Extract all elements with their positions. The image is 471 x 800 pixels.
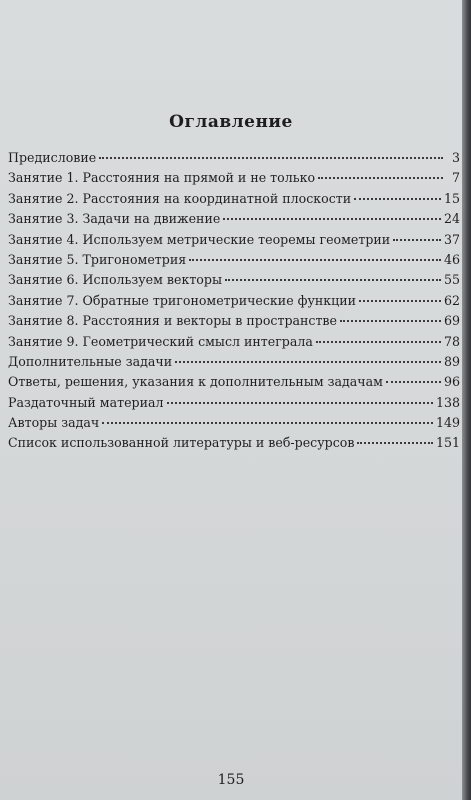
dot-leader <box>175 361 441 363</box>
toc-entry-label: Занятие 9. Геометрический смысл интеграла <box>8 333 313 349</box>
toc-entry-page: 7 <box>451 170 460 186</box>
toc-entry-label: Занятие 4. Используем метрические теоремы геометрии <box>8 231 391 247</box>
toc-entry-label: Дополнительные задачи <box>8 353 173 369</box>
toc-entry-label: Список использованной литературы и веб-ресурсов <box>8 435 355 451</box>
toc-entry <box>8 211 460 231</box>
dot-leader <box>359 300 441 302</box>
dot-leader <box>225 279 441 281</box>
toc-entry-page: 3 <box>451 150 460 165</box>
toc-entry-label: Занятие 7. Обратные тригонометрические функции <box>8 292 357 308</box>
toc-entry <box>8 293 460 313</box>
toc-entry <box>8 415 460 435</box>
toc-entry <box>8 334 460 354</box>
toc-entry-page: 89 <box>443 353 460 369</box>
toc-entry <box>8 252 460 272</box>
toc-entry-page: 15 <box>443 190 460 206</box>
dot-leader <box>223 218 441 220</box>
toc-entry-page: 151 <box>435 435 460 451</box>
toc-entry-label: Ответы, решения, указания к дополнительным задачам <box>8 374 383 390</box>
toc-entry <box>8 374 460 394</box>
toc-entry-label: Занятие 3. Задачи на движение <box>8 211 221 227</box>
table-of-contents <box>8 150 460 456</box>
dot-leader <box>189 259 441 261</box>
dot-leader <box>316 341 441 343</box>
toc-entry-label: Авторы задач <box>8 415 100 431</box>
toc-entry-page: 62 <box>443 292 460 308</box>
toc-entry-page: 138 <box>435 394 460 410</box>
toc-entry-label: Занятие 6. Используем векторы <box>8 272 222 288</box>
toc-entry <box>8 313 460 333</box>
toc-entry-page: 46 <box>443 251 460 267</box>
toc-entry <box>8 191 460 211</box>
toc-entry-page: 96 <box>443 374 460 390</box>
toc-entry-page: 37 <box>443 231 460 247</box>
toc-entry-page: 24 <box>443 211 460 227</box>
toc-entry-label: Занятие 1. Расстояния на прямой и не только <box>8 170 316 186</box>
toc-entry-label: Занятие 8. Расстояния и векторы в пространстве <box>8 313 337 329</box>
toc-entry-label: Предисловие <box>8 150 97 165</box>
dot-leader <box>102 422 433 424</box>
toc-entry <box>8 150 460 170</box>
dot-leader <box>393 239 441 241</box>
toc-entry <box>8 272 460 292</box>
toc-entry <box>8 232 460 252</box>
dot-leader <box>318 177 443 179</box>
toc-entry-label: Раздаточный материал <box>8 394 164 410</box>
page-title: Оглавление <box>169 112 293 132</box>
dot-leader <box>167 402 433 404</box>
dot-leader <box>354 198 441 200</box>
toc-entry <box>8 170 460 190</box>
page-number: 155 <box>217 772 245 788</box>
toc-entry-page: 69 <box>443 313 460 329</box>
dot-leader <box>386 381 441 383</box>
toc-entry <box>8 435 460 455</box>
toc-entry-page: 55 <box>443 272 460 288</box>
toc-entry-label: Занятие 2. Расстояния на координатной плоскости <box>8 190 352 206</box>
book-spine-shadow <box>462 0 471 800</box>
toc-entry-label: Занятие 5. Тригонометрия <box>8 251 187 267</box>
toc-entry <box>8 354 460 374</box>
dot-leader <box>357 442 433 444</box>
toc-entry <box>8 395 460 415</box>
toc-entry-page: 149 <box>435 415 460 431</box>
toc-entry-page: 78 <box>443 333 460 349</box>
dot-leader <box>99 157 443 159</box>
dot-leader <box>340 320 441 322</box>
